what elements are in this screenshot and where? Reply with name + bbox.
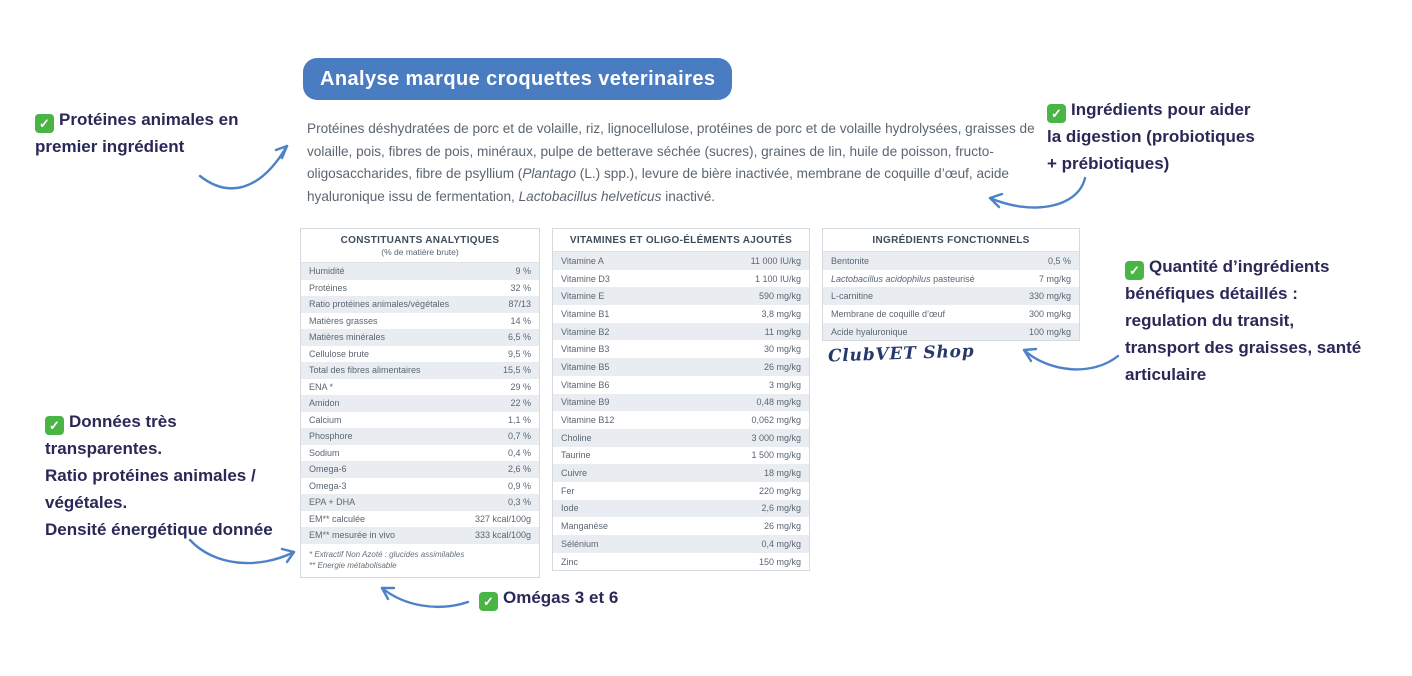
row-label: Vitamine D3 (561, 273, 610, 284)
row-label: ENA * (309, 381, 334, 392)
table-row (553, 270, 809, 288)
footnote-line: * Extractif Non Azoté : glucides assimilables (309, 549, 465, 559)
row-label: Humidité (309, 266, 345, 277)
table-row (823, 287, 1079, 305)
table-row (823, 252, 1079, 270)
row-value: 333 kcal/100g (474, 530, 531, 541)
table-row (553, 394, 809, 412)
row-value: 330 mg/kg (1028, 291, 1071, 302)
table-row (301, 445, 539, 462)
row-label: Protéines (309, 282, 348, 293)
row-label: Ratio protéines animales/végétales (309, 299, 450, 310)
row-value: 87/13 (508, 299, 531, 310)
table-row (301, 329, 539, 346)
table-row (553, 252, 809, 270)
table-row (553, 482, 809, 500)
row-label: Bentonite (831, 255, 870, 266)
ingredients-paragraph: Protéines déshydratées de porc et de volaille, riz, lignocellulose, protéines de porc et de volaille hydrolysées, graisses de volaille, pois, fibres de pois, minéraux, pulpe de betterave séchée (sucres), graines de lin, huile de poisson, fructo-oligosaccharides, fibre de psyllium (Plantago (L.) spp.), levure de bière inactivée, membrane de coquille d’œuf, acide hyaluronique issu de fermentation, Lactobacillus helveticus inactivé. (307, 121, 1035, 204)
table-row (553, 535, 809, 553)
row-label: Vitamine B6 (561, 379, 610, 390)
row-label: Sodium (309, 447, 340, 458)
row-value: 300 mg/kg (1028, 308, 1071, 319)
table-row (553, 553, 809, 571)
row-value: 1,1 % (507, 414, 531, 425)
row-value: 22 % (510, 398, 531, 409)
row-label: Vitamine B12 (561, 415, 615, 426)
check-icon: ✓ (1125, 261, 1144, 280)
analytical-constituents-table (300, 228, 540, 578)
row-value: 1 500 mg/kg (751, 450, 801, 461)
table-row (553, 376, 809, 394)
row-label: Zinc (561, 556, 579, 567)
footnote-line: ** Energie métabolisable (309, 560, 397, 570)
row-value: 14 % (510, 315, 531, 326)
row-label: EPA + DHA (309, 497, 356, 508)
row-label: Matières grasses (309, 315, 378, 326)
row-value: 6,5 % (507, 332, 531, 343)
row-value: 26 mg/kg (763, 521, 801, 532)
row-label: Vitamine B1 (561, 308, 610, 319)
row-label: Omega-6 (309, 464, 347, 475)
row-value: 26 mg/kg (763, 361, 801, 372)
table-title: VITAMINES ET OLIGO-ÉLÉMENTS AJOUTÉS (569, 235, 793, 246)
row-label: Fer (561, 485, 575, 496)
table-row (301, 263, 539, 280)
table-row (553, 323, 809, 341)
table-header (553, 229, 809, 252)
annotation-digestion-ingredients: ✓ Ingrédients pour aider la digestion (probiotiques + prébiotiques) (1047, 100, 1255, 173)
row-value: 0,7 % (507, 431, 531, 442)
table-row (301, 362, 539, 379)
table-row (301, 379, 539, 396)
check-icon: ✓ (35, 114, 54, 133)
row-value: 18 mg/kg (763, 468, 801, 479)
row-value: 0,4 % (507, 447, 531, 458)
table-row (553, 358, 809, 376)
table-footnotes (301, 544, 539, 577)
vitamins-trace-elements-table (552, 228, 810, 571)
annotation-beneficial-quantities: ✓ Quantité d’ingrédients bénéfiques détaillés : regulation du transit, transport des graisses, santé articulaire (1125, 257, 1362, 384)
row-label: Choline (561, 432, 592, 443)
annotation-animal-proteins: ✓ Protéines animales en premier ingrédient (35, 110, 239, 156)
row-value: 0,48 mg/kg (756, 397, 801, 408)
arrow-omegas-to-analytical-table (382, 588, 468, 607)
row-label: Total des fibres alimentaires (309, 365, 421, 376)
row-value: 0,5 % (1047, 255, 1071, 266)
table-row (301, 346, 539, 363)
row-label: Amidon (309, 398, 340, 409)
row-label: Cellulose brute (309, 348, 370, 359)
row-value: 1 100 IU/kg (754, 273, 801, 284)
row-label: Acide hyaluronique (831, 326, 908, 337)
table-row (301, 412, 539, 429)
table-row (823, 270, 1079, 288)
table-row (823, 305, 1079, 323)
table-row (301, 461, 539, 478)
row-label: Phosphore (309, 431, 353, 442)
annotation-omegas: ✓ Omégas 3 et 6 (479, 584, 699, 611)
row-value: 15,5 % (502, 365, 531, 376)
arrow-transparency-to-analytical-table (190, 540, 294, 563)
table-row (553, 447, 809, 465)
annotation-transparent-data: ✓ Données très transparentes. Ratio protéines animales / végétales. Densité énergétique donnée (45, 412, 273, 539)
row-value: 0,4 mg/kg (761, 538, 801, 549)
row-label: Vitamine B2 (561, 326, 610, 337)
row-value: 30 mg/kg (763, 344, 801, 355)
row-value: 3 mg/kg (768, 379, 801, 390)
row-value: 3 000 mg/kg (751, 432, 801, 443)
row-label: Membrane de coquille d’œuf (831, 308, 946, 319)
row-value: 150 mg/kg (758, 556, 801, 567)
table-row (301, 511, 539, 528)
row-label: Calcium (309, 414, 342, 425)
table-row (553, 429, 809, 447)
row-label: Vitamine B5 (561, 361, 610, 372)
row-label: L-carnitine (831, 291, 874, 302)
table-row (301, 280, 539, 297)
row-value: 9,5 % (507, 348, 531, 359)
row-value: 590 mg/kg (758, 291, 801, 302)
row-value: 9 % (515, 266, 531, 277)
row-value: 32 % (510, 282, 531, 293)
row-value: 100 mg/kg (1028, 326, 1071, 337)
row-label: Iode (561, 503, 579, 514)
table-row (301, 527, 539, 544)
row-label: Vitamine E (561, 291, 605, 302)
row-value: 0,062 mg/kg (751, 415, 801, 426)
table-row (301, 296, 539, 313)
row-label: EM** mesurée in vivo (309, 530, 396, 541)
table-row (553, 517, 809, 535)
page-title: Analyse marque croquettes veterinaires (303, 58, 732, 100)
table-row (301, 494, 539, 511)
table-subtitle: (% de matière brute) (381, 247, 459, 257)
table-header (823, 229, 1079, 252)
table-row (301, 395, 539, 412)
table-row (553, 464, 809, 482)
functional-ingredients-table (822, 228, 1080, 341)
row-value: 0,9 % (507, 480, 531, 491)
row-label: Matières minérales (309, 332, 386, 343)
row-label: Vitamine B9 (561, 397, 610, 408)
table-row (553, 305, 809, 323)
row-label: Lactobacillus acidophilus pasteurisé (831, 273, 975, 284)
row-label: EM** calculée (309, 513, 366, 524)
row-value: 7 mg/kg (1038, 273, 1071, 284)
row-label: Sélénium (561, 538, 599, 549)
arrow-quantities-to-functional-table (1024, 349, 1118, 369)
row-value: 11 mg/kg (764, 326, 801, 337)
table-row (553, 287, 809, 305)
row-value: 220 mg/kg (758, 485, 801, 496)
row-value: 2,6 % (507, 464, 531, 475)
table-row (823, 323, 1079, 341)
row-value: 2,6 mg/kg (761, 503, 801, 514)
table-row (553, 411, 809, 429)
row-label: Omega-3 (309, 480, 347, 491)
row-value: 3,8 mg/kg (761, 308, 801, 319)
table-row (301, 428, 539, 445)
row-value: 11 000 IU/kg (750, 255, 801, 266)
check-icon: ✓ (1047, 104, 1066, 123)
check-icon: ✓ (45, 416, 64, 435)
table-row (553, 340, 809, 358)
row-label: Vitamine B3 (561, 344, 610, 355)
table-row (553, 500, 809, 518)
check-icon: ✓ (479, 592, 498, 611)
row-value: 29 % (510, 381, 531, 392)
row-label: Taurine (561, 450, 591, 461)
table-row (301, 478, 539, 495)
table-row (301, 313, 539, 330)
clubvet-shop-logo: ClubVET Shop (827, 341, 975, 367)
table-title: CONSTITUANTS ANALYTIQUES (340, 235, 500, 246)
row-value: 327 kcal/100g (474, 513, 531, 524)
row-value: 0,3 % (507, 497, 531, 508)
row-label: Manganèse (561, 521, 609, 532)
table-title: INGRÉDIENTS FONCTIONNELS (872, 235, 1030, 246)
row-label: Cuivre (561, 468, 588, 479)
row-label: Vitamine A (561, 255, 604, 266)
table-header (301, 229, 539, 263)
